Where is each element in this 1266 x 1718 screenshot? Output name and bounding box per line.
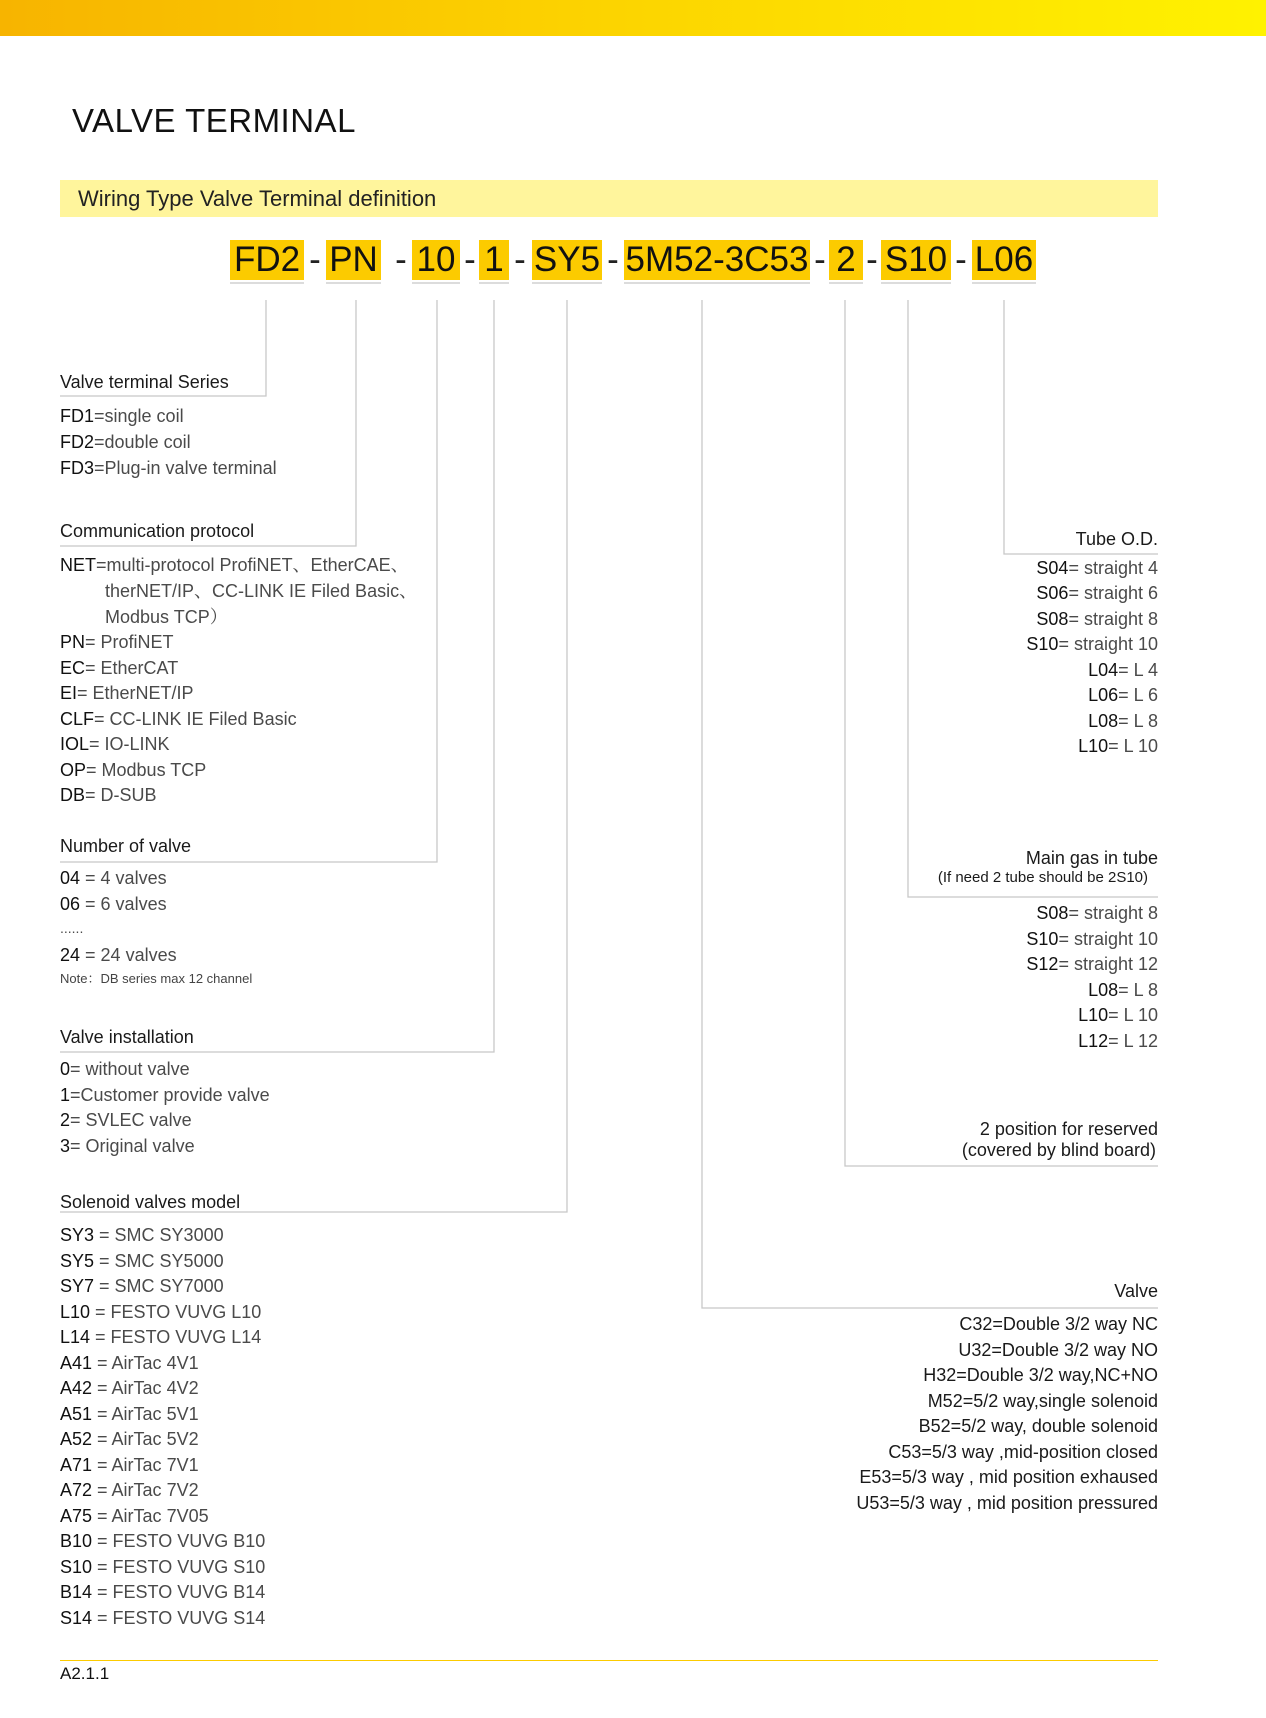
list-item: 2= SVLEC valve xyxy=(60,1110,192,1130)
list-item: CLF= CC-LINK IE Filed Basic xyxy=(60,709,297,729)
list-item: 04 = 4 valves xyxy=(60,868,167,888)
code-segment-reserved: 2 xyxy=(829,240,863,280)
list-item: L08= L 8 xyxy=(1088,711,1158,731)
list-item-continued: Modbus TCP） xyxy=(105,607,228,627)
code-segment-protocol: PN xyxy=(326,240,381,280)
list-item: C32=Double 3/2 way NC xyxy=(959,1314,1158,1334)
list-item: A51 = AirTac 5V1 xyxy=(60,1404,199,1424)
gas-subtitle: (If need 2 tube should be 2S10) xyxy=(937,869,1148,886)
list-item: SY3 = SMC SY3000 xyxy=(60,1225,224,1245)
list-item: OP= Modbus TCP xyxy=(60,760,207,780)
list-item: 24 = 24 valves xyxy=(60,945,177,965)
list-item: A75 = AirTac 7V05 xyxy=(60,1506,209,1526)
list-item: DB= D-SUB xyxy=(60,785,157,805)
list-item: FD3=Plug-in valve terminal xyxy=(60,458,277,478)
code-separator: - xyxy=(607,240,619,279)
list-item: E53=5/3 way , mid position exhaused xyxy=(859,1467,1158,1487)
code-segment-number: 10 xyxy=(412,240,460,280)
list-item: S08= straight 8 xyxy=(1036,903,1158,923)
gas-title: Main gas in tube xyxy=(1025,848,1158,868)
page-number: A2.1.1 xyxy=(60,1664,110,1683)
footer-divider xyxy=(60,1660,1158,1661)
list-item: B10 = FESTO VUVG B10 xyxy=(60,1531,266,1551)
reserved-line1: 2 position for reserved xyxy=(979,1119,1158,1139)
code-separator: - xyxy=(309,240,321,279)
list-item: 1=Customer provide valve xyxy=(60,1085,270,1105)
code-separator: - xyxy=(866,240,878,279)
reserved-line2: (covered by blind board) xyxy=(961,1140,1156,1160)
solenoid-title: Solenoid valves model xyxy=(60,1192,241,1212)
code-segment-solenoid: SY5 xyxy=(533,240,601,279)
code-segment-installation: 1 xyxy=(479,240,509,280)
code-segment-gas: S10 xyxy=(881,240,951,280)
list-item: SY7 = SMC SY7000 xyxy=(60,1276,224,1296)
code-segment-tube: L06 xyxy=(972,240,1036,280)
code-separator: - xyxy=(814,240,826,279)
list-item: S06= straight 6 xyxy=(1036,583,1158,603)
list-item: L08= L 8 xyxy=(1088,980,1158,1000)
list-item-continued: therNET/IP、CC-LINK IE Filed Basic、 xyxy=(105,581,418,601)
list-item: C53=5/3 way ,mid-position closed xyxy=(888,1442,1158,1462)
protocol-title: Communication protocol xyxy=(60,521,255,541)
list-item: S12= straight 12 xyxy=(1026,954,1158,974)
list-item: S08= straight 8 xyxy=(1036,609,1158,629)
list-item: L14 = FESTO VUVG L14 xyxy=(60,1327,262,1347)
valve-title: Valve xyxy=(1114,1281,1158,1301)
code-segment-valve: 5M52-3C53 xyxy=(625,240,809,279)
list-item: B52=5/2 way, double solenoid xyxy=(918,1416,1158,1436)
list-item: A41 = AirTac 4V1 xyxy=(60,1353,199,1373)
installation-title: Valve installation xyxy=(60,1027,194,1047)
list-item: S04= straight 4 xyxy=(1036,558,1158,578)
list-item: M52=5/2 way,single solenoid xyxy=(927,1391,1158,1411)
code-segment-series: FD2 xyxy=(230,240,304,280)
number-title: Number of valve xyxy=(60,836,192,856)
list-item: EI= EtherNET/IP xyxy=(60,683,194,703)
list-item: L10= L 10 xyxy=(1078,1005,1158,1025)
page-title: VALVE TERMINAL xyxy=(72,102,356,139)
code-separator: - xyxy=(395,240,407,279)
list-item: L10= L 10 xyxy=(1078,736,1158,756)
list-item: B14 = FESTO VUVG B14 xyxy=(60,1582,266,1602)
code-separator: - xyxy=(514,240,526,279)
number-note: Note：DB series max 12 channel xyxy=(60,971,253,986)
list-item: EC= EtherCAT xyxy=(60,658,179,678)
list-item: 3= Original valve xyxy=(60,1136,195,1156)
code-separator: - xyxy=(464,240,476,279)
code-separator: - xyxy=(955,240,967,279)
list-item: H32=Double 3/2 way,NC+NO xyxy=(923,1365,1158,1385)
list-item: S14 = FESTO VUVG S14 xyxy=(60,1608,266,1628)
list-item: S10= straight 10 xyxy=(1026,634,1158,654)
list-item: S10= straight 10 xyxy=(1026,929,1158,949)
list-item: SY5 = SMC SY5000 xyxy=(60,1251,224,1271)
list-item: A52 = AirTac 5V2 xyxy=(60,1429,199,1449)
tube-title: Tube O.D. xyxy=(1075,529,1158,549)
list-item: PN= ProfiNET xyxy=(60,632,174,652)
list-item: L12= L 12 xyxy=(1078,1031,1158,1051)
list-item: S10 = FESTO VUVG S10 xyxy=(60,1557,266,1577)
list-item: A42 = AirTac 4V2 xyxy=(60,1378,199,1398)
list-item: U53=5/3 way , mid position pressured xyxy=(856,1493,1158,1513)
list-item: NET=multi-protocol ProfiNET、EtherCAE、 xyxy=(60,555,409,575)
section-subtitle: Wiring Type Valve Terminal definition xyxy=(78,186,437,211)
list-item: A71 = AirTac 7V1 xyxy=(60,1455,199,1475)
list-item: 06 = 6 valves xyxy=(60,894,167,914)
list-item: L06= L 6 xyxy=(1088,685,1158,705)
list-item: IOL= IO-LINK xyxy=(60,734,170,754)
list-item-ellipsis: ...... xyxy=(60,920,84,936)
list-item: FD2=double coil xyxy=(60,432,191,452)
list-item: L10 = FESTO VUVG L10 xyxy=(60,1302,262,1322)
list-item: A72 = AirTac 7V2 xyxy=(60,1480,199,1500)
series-title: Valve terminal Series xyxy=(60,372,229,392)
list-item: FD1=single coil xyxy=(60,406,184,426)
list-item: U32=Double 3/2 way NO xyxy=(958,1340,1158,1360)
list-item: L04= L 4 xyxy=(1088,660,1158,680)
list-item: 0= without valve xyxy=(60,1059,190,1079)
